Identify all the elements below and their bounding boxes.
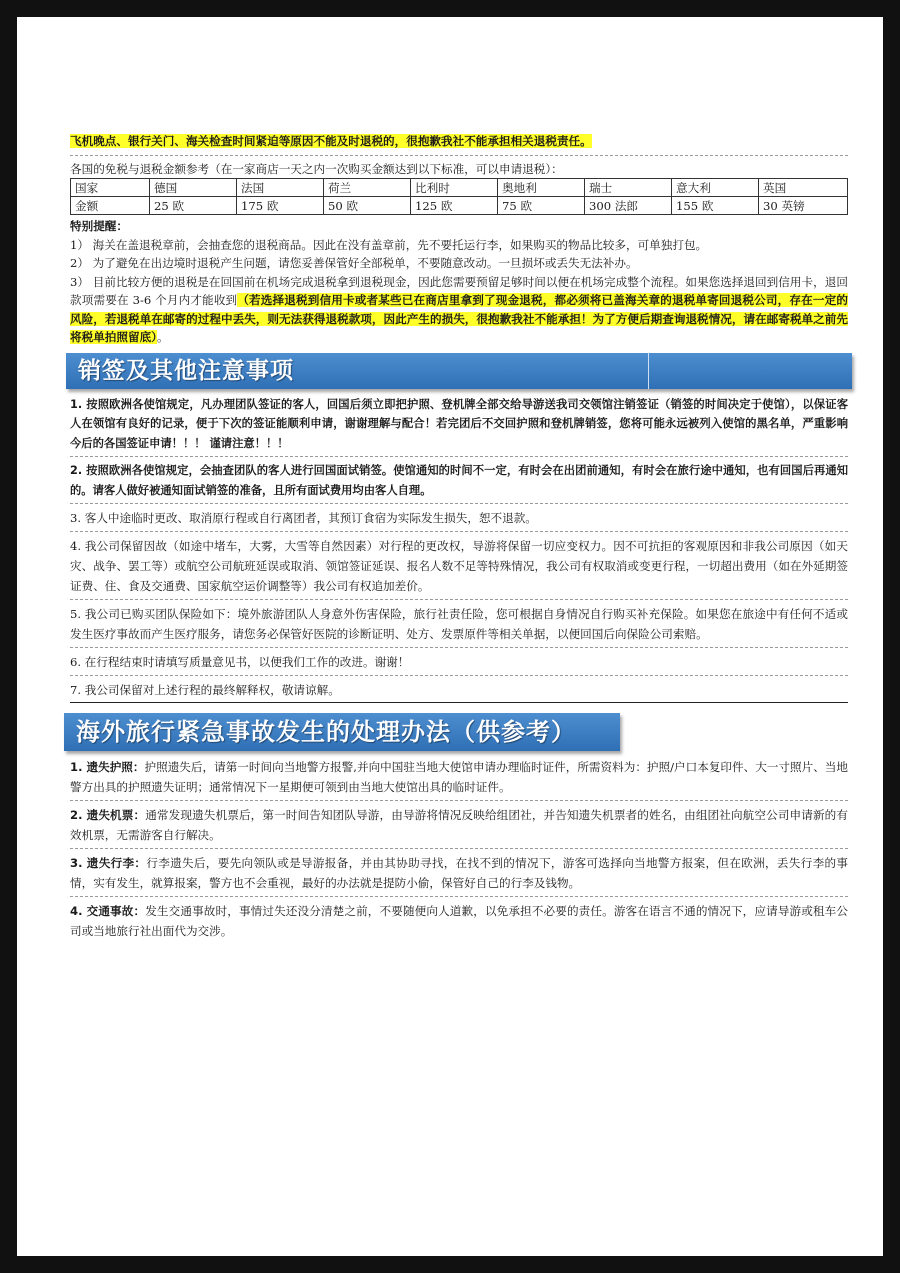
reminder-item: 1） 海关在盖退税章前，会抽查您的退税商品。因此在没有盖章前，先不要托运行李，如果购买的物品比较多，可单独打包。 (70, 237, 708, 252)
table-cell: 50 欧 (324, 197, 411, 215)
emergency-item (70, 757, 848, 797)
divider (70, 599, 848, 600)
banner-divider (648, 353, 649, 389)
table-cell: 25 欧 (150, 197, 237, 215)
emergency-body: 行李遗失后，要先向领队或是导游报备，并由其协助寻找，在找不到的情况下，游客可选择向当地警方报案，但在欧洲，丢失行李的事情，实有发生，就算报案，警方也不会重视，最好的办法就是提防小偷，保管好自己的行李及钱物。 (70, 856, 848, 890)
divider (70, 503, 848, 504)
emergency-item (70, 901, 848, 941)
section-banner-visa (66, 353, 852, 389)
section-title: 海外旅行紧急事故发生的处理办法（供参考） (76, 717, 576, 746)
divider (70, 456, 848, 457)
notice-item: 1. 按照欧洲各使馆规定，凡办理团队签证的客人，回国后须立即把护照、登机牌全部交给导游送我司交领馆注销签证（销签的时间决定于使馆），以保证客人在领馆有良好的记录，便于下次的签证能顺利申请，谢谢理解与配合！若完团后不交回护照和登机牌销签，您将可能永远被列入使馆的黑名单，严重影响今后的各国签证申请！！！ 谨请注意！！！ (70, 397, 848, 450)
table-cell: 瑞士 (585, 179, 672, 197)
document-page (17, 17, 883, 1256)
table-cell: 125 欧 (411, 197, 498, 215)
table-cell: 金额 (71, 197, 150, 215)
divider (70, 896, 848, 897)
emergency-body: 护照遗失后，请第一时间向当地警方报警,并向中国驻当地大使馆申请办理临时证件，所需资料为：护照/户口本复印件、大一寸照片、当地警方出具的护照遗失证明；通常情况下一星期便可领到由当地大使馆出具的临时证件。 (70, 760, 848, 794)
table-header-row (71, 179, 848, 197)
emergency-body: 发生交通事故时，事情过失还没分清楚之前，不要随便向人道歉，以免承担不必要的责任。游客在语言不通的情况下，应请导游或租车公司或当地旅行社出面代为交涉。 (70, 904, 848, 938)
table-cell: 法国 (237, 179, 324, 197)
top-notice: 飞机晚点、银行关门、海关检查时间紧迫等原因不能及时退税的，很抱歉我社不能承担相关退税责任。 (70, 134, 592, 148)
notice-item: 5. 我公司已购买团队保险如下：境外旅游团队人身意外伤害保险，旅行社责任险，您可根据自身情况自行购买补充保险。如果您在旅途中有任何不适或发生医疗事故而产生医疗服务，请您务必保管好医院的诊断证明、处方、发票原件等相关单据，以便回国后向保险公司索赔。 (70, 607, 848, 641)
tax-refund-table (70, 178, 848, 215)
emergency-heading: 2. 遗失机票： (70, 808, 146, 822)
table-row (71, 197, 848, 215)
table-cell: 175 欧 (237, 197, 324, 215)
reminder-item (70, 273, 848, 347)
table-cell: 意大利 (672, 179, 759, 197)
table-cell: 德国 (150, 179, 237, 197)
table-cell: 国家 (71, 179, 150, 197)
document-content (70, 17, 848, 941)
table-cell: 155 欧 (672, 197, 759, 215)
emergency-heading: 4. 交通事故： (70, 904, 146, 918)
emergency-heading: 3. 遗失行李： (70, 856, 147, 870)
divider (70, 531, 848, 532)
section-end-line (70, 702, 848, 703)
divider (70, 800, 848, 801)
table-cell: 英国 (759, 179, 848, 197)
divider (70, 647, 848, 648)
notice-item: 7. 我公司保留对上述行程的最终解释权，敬请谅解。 (70, 683, 340, 697)
divider (70, 848, 848, 849)
reminder-highlight: （若选择退税到信用卡或者某些已在商店里拿到了现金退税，都必须将已盖海关章的退税单寄回退税公司，存在一定的风险，若退税单在邮寄的过程中丢失，则无法获得退税款项，因此产生的损失，很抱歉我社不能承担！为了方便后期查询退税情况，请在邮寄税单之前先将税单拍照留底） (70, 293, 848, 344)
divider (70, 675, 848, 676)
table-cell: 荷兰 (324, 179, 411, 197)
special-reminder-title: 特别提醒： (70, 219, 128, 233)
table-cell: 奥地利 (498, 179, 585, 197)
divider (70, 155, 848, 156)
table-cell: 比利时 (411, 179, 498, 197)
notice-item: 2. 按照欧洲各使馆规定，会抽查团队的客人进行回国面试销签。使馆通知的时间不一定，有时会在出团前通知，有时会在旅行途中通知，也有回国后再通知的。请客人做好被通知面试销签的准备，且所有面试费用均由客人自理。 (70, 464, 848, 497)
section-banner-emergency (64, 713, 620, 751)
emergency-item (70, 805, 848, 845)
reminder-text: 3） 目前比较方便的退税是在回国前在机场完成退税拿到退税现金，因此您需要预留足够时间以便在机场完成整个流程。如果您选择退回到信用卡，退回款项需要在 3-6 个月内才能收到 (70, 274, 848, 307)
reminder-end: 。 (156, 330, 169, 344)
reminder-item: 2） 为了避免在出边境时退税产生问题，请您妥善保管好全部税单，不要随意改动。一旦损坏或丢失无法补办。 (70, 256, 638, 270)
notice-item: 4. 我公司保留因故（如途中堵车，大雾，大雪等自然因素）对行程的更改权，导游将保留一切应变权力。因不可抗拒的客观原因和非我公司原因（如天灾、战争、罢工等）或航空公司航班延误或取消、领馆签证延误、报名人数不足等特殊情况，我公司有权取消或变更行程，一切超出费用（如在外延期签证费、住、食及交通费、国家航空运价调整等）我公司有权追加差价。 (70, 539, 848, 593)
notice-item: 6. 在行程结束时请填写质量意见书，以便我们工作的改进。谢谢！ (70, 655, 410, 669)
table-cell: 300 法郎 (585, 197, 672, 215)
section-title: 销签及其他注意事项 (78, 356, 294, 384)
tax-intro: 各国的免税与退税金额参考（在一家商店一天之内一次购买金额达到以下标准，可以申请退税）： (70, 161, 563, 176)
emergency-heading: 1. 遗失护照： (70, 760, 145, 774)
table-cell: 30 英镑 (759, 197, 848, 215)
emergency-item (70, 853, 848, 893)
emergency-body: 通常发现遗失机票后，第一时间告知团队导游，由导游将情况反映给组团社，并告知遗失机票者的姓名，由组团社向航空公司申请新的有效机票，无需游客自行解决。 (70, 808, 848, 842)
table-cell: 75 欧 (498, 197, 585, 215)
notice-item: 3. 客人中途临时更改、取消原行程或自行离团者，其预订食宿为实际发生损失，恕不退款。 (70, 511, 537, 525)
